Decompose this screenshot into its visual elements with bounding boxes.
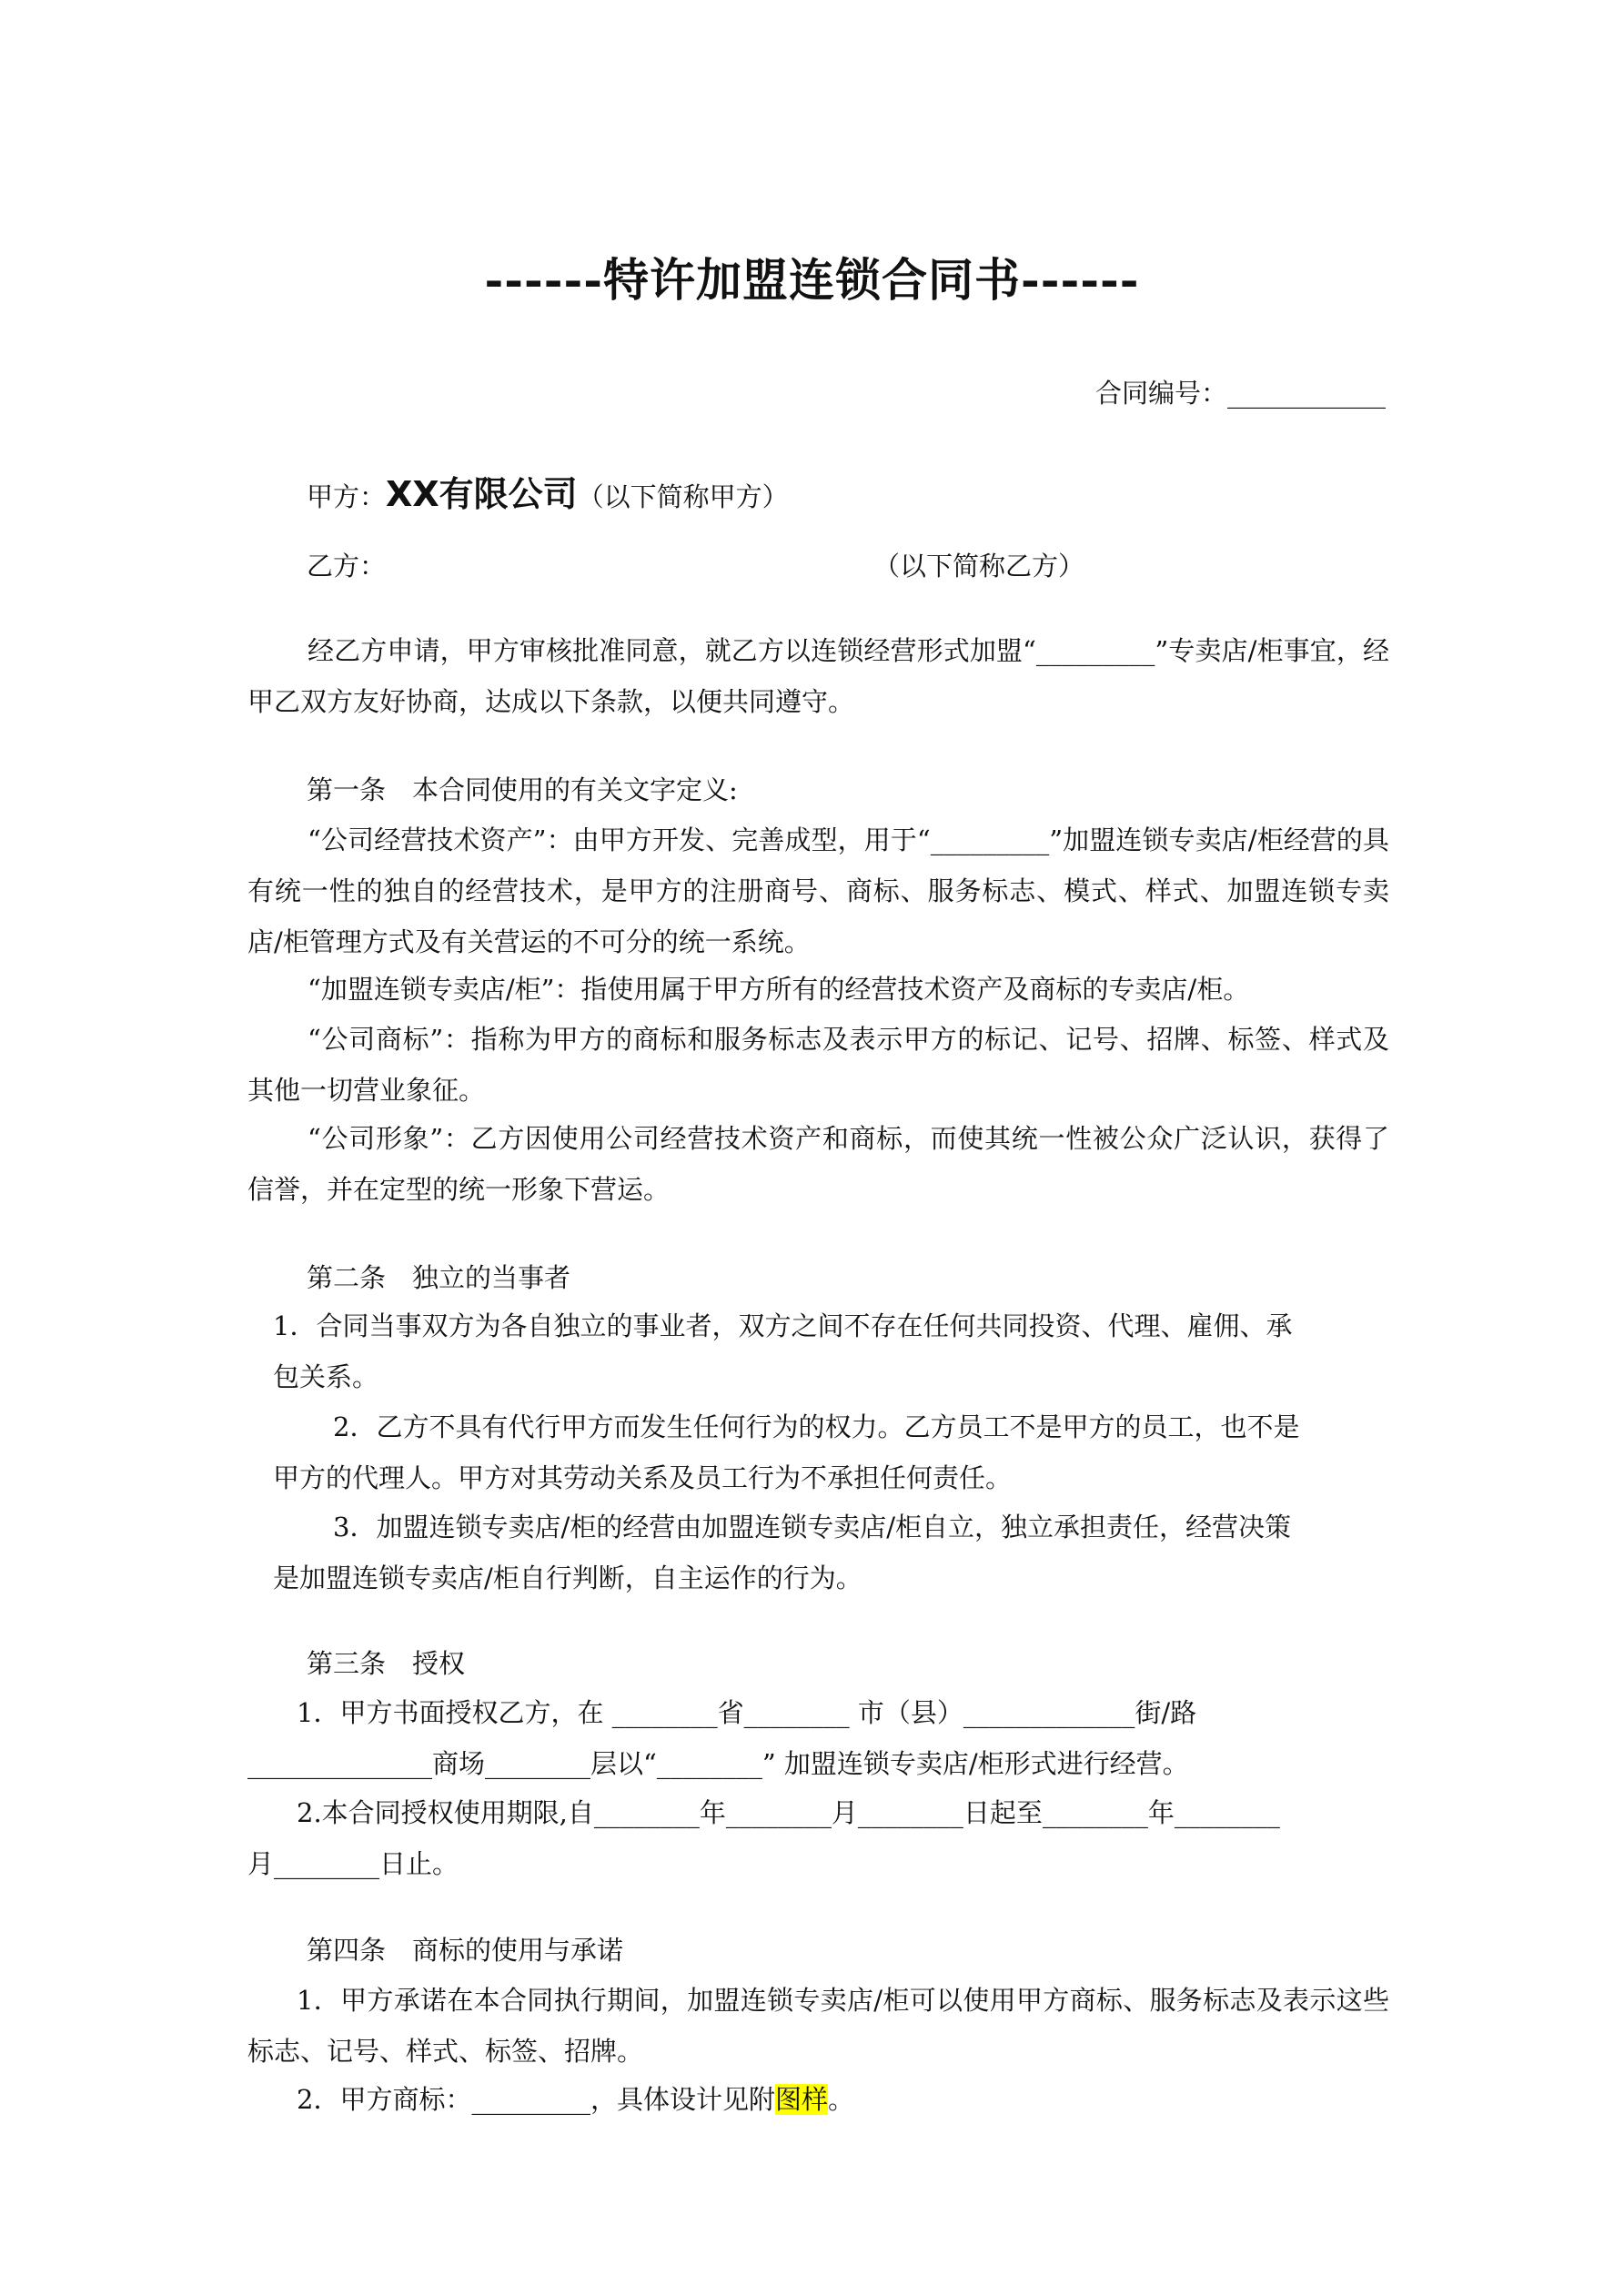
party-b-label: 乙方：	[307, 551, 387, 582]
article-4-heading: 第四条 商标的使用与承诺	[307, 1935, 624, 1966]
article-2-item-3-line-2: 是加盟连锁专卖店/柜自行判断，自主运作的行为。	[273, 1563, 862, 1593]
article-1-definition-2: “加盟连锁专卖店/柜”：指使用属于甲方所有的经营技术资产及商标的专卖店/柜。	[308, 974, 1250, 1005]
article-1-definition-3: “公司商标”：指称为甲方的商标和服务标志及表示甲方的标记、记号、招牌、标签、样式及其他一切营业象征。	[247, 1024, 1389, 1106]
article-4-item-2-end: 。	[827, 2084, 854, 2115]
article-3-item-2	[247, 1787, 1389, 1889]
document-title: ------特许加盟连锁合同书------	[484, 253, 1140, 307]
article-2-item-1-line-1: 1．合同当事双方为各自独立的事业者，双方之间不存在任何共同投资、代理、雇佣、承	[273, 1310, 1293, 1341]
party-a-label: 甲方：	[307, 481, 387, 512]
article-3-item-1	[247, 1687, 1389, 1789]
article-2-item-3	[273, 1502, 1392, 1603]
article-4-item-1: 1．甲方承诺在本合同执行期间，加盟连锁专卖店/柜可以使用甲方商标、服务标志及表示这些标志、记号、样式、标签、招牌。	[247, 1985, 1389, 2067]
article-4-item-2-text: 2．甲方商标：_________，具体设计见附	[297, 2084, 775, 2115]
party-a-line	[307, 476, 789, 515]
article-3-item-1-line-1: 1．甲方书面授权乙方，在 ________省________ 市（县）_____________街/路	[297, 1697, 1197, 1728]
article-3-item-2-line-2: 月________日止。	[247, 1848, 459, 1879]
article-3-item-2-line-1: 2.本合同授权使用期限,自________年________月________日起至________年________	[297, 1797, 1280, 1828]
party-a-abbr: （以下简称甲方）	[577, 481, 789, 512]
article-1-definition-1: “公司经营技术资产”：由甲方开发、完善成型，用于“_________”加盟连锁专卖店/柜经营的具有统一性的独自的经营技术，是甲方的注册商号、商标、服务标志、模式、样式、加盟连锁专卖店/柜管理方式及有关营运的不可分的统一系统。	[247, 824, 1389, 957]
article-3-item-1-line-2: ______________商场________层以“________” 加盟连锁专卖店/柜形式进行经营。	[247, 1748, 1189, 1779]
article-4-item-2	[247, 2074, 1389, 2125]
intro-paragraph: 经乙方申请，甲方审核批准同意，就乙方以连锁经营形式加盟“_________”专卖店/柜事宜，经甲乙双方友好协商，达成以下条款，以便共同遵守。	[247, 635, 1389, 717]
contract-number-line: 合同编号：____________	[1094, 378, 1386, 409]
highlighted-drawing-ref: 图样	[774, 2084, 828, 2115]
article-2-item-2	[273, 1401, 1392, 1503]
article-1-definition-4: “公司形象”：乙方因使用公司经营技术资产和商标，而使其统一性被公众广泛认识，获得了信誉，并在定型的统一形象下营运。	[247, 1123, 1389, 1205]
article-2-item-2-line-2: 甲方的代理人。甲方对其劳动关系及员工行为不承担任何责任。	[273, 1462, 1013, 1493]
article-2-item-1-line-2: 包关系。	[273, 1361, 379, 1392]
article-2-heading: 第二条 独立的当事者	[307, 1262, 571, 1293]
article-1-heading: 第一条 本合同使用的有关文字定义:	[307, 774, 738, 805]
party-b-abbr: （以下简称乙方）	[873, 551, 1085, 582]
party-a-company: XX有限公司	[386, 474, 578, 514]
article-3-heading: 第三条 授权	[307, 1648, 466, 1679]
article-2-item-3-line-1: 3．加盟连锁专卖店/柜的经营由加盟连锁专卖店/柜自立，独立承担责任，经营决策	[333, 1512, 1291, 1542]
article-2-item-1	[273, 1300, 1392, 1402]
article-2-item-2-line-1: 2．乙方不具有代行甲方而发生任何行为的权力。乙方员工不是甲方的员工，也不是	[333, 1411, 1300, 1442]
